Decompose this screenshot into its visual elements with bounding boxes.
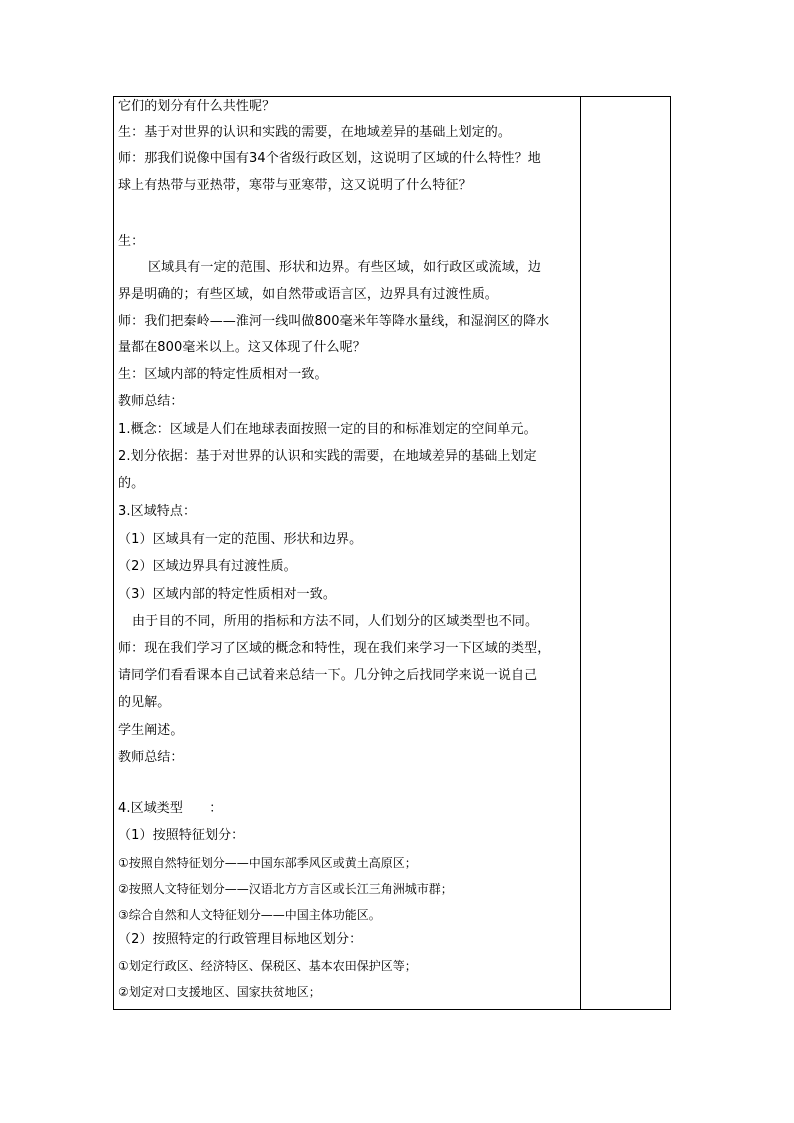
text-line: ③综合自然和人文特征划分——中国主体功能区。	[118, 908, 381, 922]
text-line: 量都在800毫米以上。这又体现了什么呢？	[118, 340, 366, 355]
text-line: 区域具有一定的范围、形状和边界。有些区域，如行政区或流域，边	[148, 260, 542, 275]
text-line: 师：现在我们学习了区域的概念和特性，现在我们来学习一下区域的类型，	[118, 641, 551, 656]
text-line: （2）按照特定的行政管理目标地区划分：	[118, 932, 363, 947]
text-line: 师：我们把秦岭——淮河一线叫做800毫米年等降水量线，和湿润区的降水	[118, 314, 550, 329]
text-line: 的。	[118, 476, 145, 491]
text-line: 界是明确的；有些区域，如自然带或语言区，边界具有过渡性质。	[118, 287, 498, 302]
text-line: ②按照人文特征划分——汉语北方方言区或长江三角洲城市群；	[118, 882, 453, 896]
text-line: 教师总结：	[118, 750, 184, 765]
text-line: ①按照自然特征划分——中国东部季风区或黄土高原区；	[118, 856, 417, 870]
text-line: 生：区域内部的特定性质相对一致。	[118, 367, 328, 382]
text-line: 生：	[118, 234, 145, 249]
text-line: （2）区域边界具有过渡性质。	[118, 559, 297, 574]
text-line: 4.区域类型 ：	[118, 801, 223, 816]
text-line: 1.概念：区域是人们在地球表面按照一定的目的和标准划定的空间单元。	[118, 422, 537, 437]
text-line: 师：那我们说像中国有34个省级行政区划，这说明了区域的什么特性？地	[118, 151, 541, 166]
text-line: ②划定对口支援地区、国家扶贫地区；	[118, 985, 321, 999]
text-line: 3.区域特点：	[118, 504, 197, 519]
text-line: （3）区域内部的特定性质相对一致。	[118, 587, 336, 602]
text-line: 请同学们看看课本自己试着来总结一下。几分钟之后找同学来说一说自己	[118, 668, 538, 683]
text-line: （1）按照特征划分：	[118, 828, 245, 843]
text-line: 生：基于对世界的认识和实践的需要，在地域差异的基础上划定的。	[118, 125, 512, 140]
text-line: 学生阐述。	[118, 723, 184, 738]
text-line: 教师总结：	[118, 394, 184, 409]
text-line: （1）区域具有一定的范围、形状和边界。	[118, 532, 363, 547]
lesson-table	[113, 96, 671, 1010]
text-line: 的见解。	[118, 695, 171, 710]
text-line: ①划定行政区、经济特区、保税区、基本农田保护区等；	[118, 959, 417, 973]
text-line: 2.划分依据：基于对世界的认识和实践的需要，在地域差异的基础上划定	[118, 449, 537, 464]
column-divider	[580, 96, 581, 1010]
text-line: 由于目的不同，所用的指标和方法不同，人们划分的区域类型也不同。	[132, 614, 539, 629]
text-line: 它们的划分有什么共性呢？	[118, 99, 276, 114]
text-line: 球上有热带与亚热带，寒带与亚寒带，这又说明了什么特征？	[118, 178, 472, 193]
